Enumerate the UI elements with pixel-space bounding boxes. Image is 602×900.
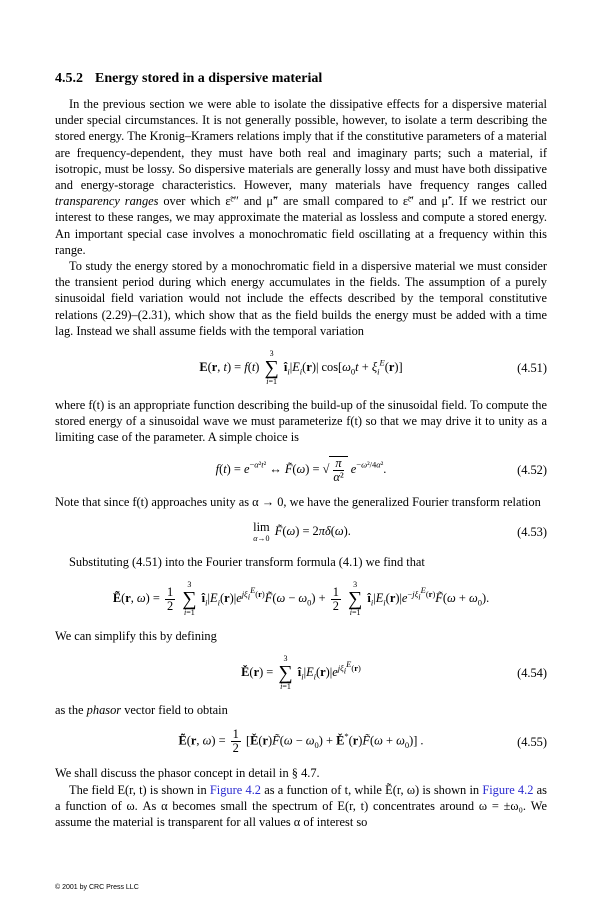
paragraph-3: where f(t) is an appropriate function describing the build-up of the sinusoidal field. To compute the stored energy of a sinusoidal wave we must parameterize f(t) so that we may drive it to unity as a limiting case of the parameter. A simple choice is <box>55 398 547 445</box>
term-transparency-ranges: transparency ranges <box>55 194 159 209</box>
equation-number: (4.53) <box>517 524 547 539</box>
paragraph-7: as the phasor vector field to obtain <box>55 703 228 718</box>
equation-4-55: Ẽ(r, ω) = $\frac{1}{2}$ [Ě(r)F̃(ω − $\omega_0$) + Ě*(r)F̃(ω + $\omega_0$)] . (4.55) <box>178 727 547 756</box>
paragraph-8: We shall discuss the phasor concept in detail in § 4.7. <box>55 766 320 781</box>
equation-number: (4.55) <box>517 734 547 749</box>
equation-4-51: E(r, t) = f(t) 3 ∑ i=1 $î_i|E_i(r)|$ $\cos[\omega_0t + \xi_i^E(r)]$ (4.51) <box>199 349 547 387</box>
equation-number: (4.54) <box>517 666 547 681</box>
figure-4-2-link[interactable]: Figure 4.2 <box>209 782 261 797</box>
paragraph-9: The field E(r, t) is shown in Figure 4.2 as a function of t, while Ẽ(r, ω) is shown in Figure 4.2 as a function of ω. As α becomes small the spectrum of E(r, t) concentrates around ω = ±ω₀. We assume the material is transparent for all values α of interest so <box>55 782 547 830</box>
paragraph-4: Note that since f(t) approaches unity as α → 0, we have the generalized Fourier transform relation <box>55 494 541 509</box>
equation-4-52: $f(t) = e^{-\alpha^2t^2}$ ↔ F̃(ω) = √ $\frac{\pi}{\text{α²}}$ $e^{-\omega^2/4\alpha^2}$. (4.52) <box>215 455 547 484</box>
equation-4-54: Ě(r) = 3 ∑ i=1 $î_i|E_i(r)|e^{j\xi_i^E(r)}$ (4.54) <box>241 654 547 692</box>
section-heading <box>55 70 547 88</box>
figure-4-2-link-2[interactable]: Figure 4.2 <box>482 782 534 797</box>
section-number: 4.5.2 <box>55 71 83 86</box>
paragraph-6: We can simplify this by defining <box>55 629 217 644</box>
equation-number: (4.51) <box>517 360 547 375</box>
term-phasor: phasor <box>86 703 122 718</box>
paper-body <box>55 70 547 830</box>
section-title: Energy stored in a dispersive material <box>95 71 323 86</box>
equation-number: (4.52) <box>517 462 547 477</box>
equation-4-53: lim α→0 F̃(ω) = 2πδ(ω). (4.53) <box>253 519 547 543</box>
paragraph-5: Substituting (4.51) into the Fourier transform formula (4.1) we find that <box>69 554 425 569</box>
paragraph-1: In the previous section we were able to isolate the dissipative effects for a dispersive material under special circumstances. It is not generally possible, however, to isolate a term describing the stored energy. The Kronig–Kramers relations imply that if the constitutive parameters of a material are frequency-dependent, they must have both real and imaginary parts; such a material, if isotropic, must be lossy. So dispersive materials are generally lossy and must have both dissipative and energy-storage characteristics. However, many materials have frequency ranges called transparency ranges over which ε̃ᶜ″ and μ̃″ are small compared to ε̃ᶜ′ and μ̃′. If we restrict our interest to these ranges, we may approximate the material as lossless and compute a stored energy. An important special case involves a monochromatic field oscillating at a frequency within this range. <box>55 97 547 257</box>
paragraph-2: To study the energy stored by a monochromatic field in a dispersive material we must consider the transient period during which energy accumulates in the fields. The assumption of a purely sinusoidal field variation would not include the effects described by the temporal constitutive relations (2.29)–(2.31), which show that as the field builds the energy must be added with a time lag. Instead we shall assume fields with the temporal variation <box>55 259 547 338</box>
copyright-footer: © 2001 by CRC Press LLC <box>55 884 139 891</box>
equation-fourier-sub: Ẽ(r, ω) = $\frac{1}{2}$ 3 ∑ i=1 $î_i|E_i(r)|e^{j\xi_i^E(r)}F̃(\omega - \omega_0)$ + $\frac{1}{2}$ 3 ∑ i=1 $î_i|E_i(r)|e^{-j\xi_i^E(r)}F̃(\omega + \omega_0)$. <box>112 580 490 618</box>
